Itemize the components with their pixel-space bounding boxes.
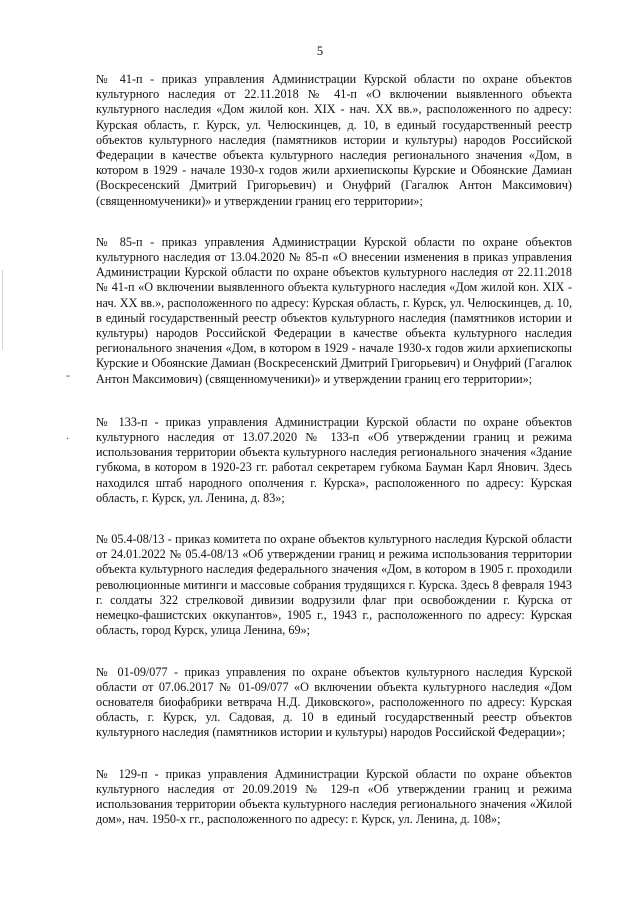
paragraph-order-133: № 133-п - приказ управления Администрации Курской области по охране объектов культурного наследия от 13.07.2020 № 133-п «Об утверждении границ и режима использования территории объекта культурного наследия регионального значения «Здание губкома, в котором в 1920-23 гг. работал секретарем губкома Бауман Карл Янович. Здесь находился штаб народного ополчения г. Курска», расположенного по адресу: Курская область, г. Курск, ул. Ленина, д. 83»; [96, 414, 572, 505]
paragraph-order-01-09-077: № 01-09/077 - приказ управления по охране объектов культурного наследия Курской области от 07.06.2017 № 01-09/077 «О включении объекта культурного наследия «Дом основателя биофабрики ветврача Н.Д. Диковского», расположенного по адресу: Курская область, г. Курск, ул. Садовая, д. 10 в единый государственный реестр объектов культурного наследия (памятников истории и культуры) народов Российской Федерации»; [96, 664, 572, 740]
page-number: 5 [316, 44, 324, 58]
document-body [96, 72, 572, 853]
margin-mark: . [66, 428, 69, 442]
scan-edge-line [2, 270, 3, 350]
paragraph-order-41: № 41-п - приказ управления Администрации Курской области по охране объектов культурного наследия от 22.11.2018 № 41-п «О включении выявленного объекта культурного наследия «Дом жилой кон. XIX - нач. XX вв.», расположенного по адресу: Курская область, г. Курск, ул. Челюскинцев, д. 10, в единый государственный реестр объектов культурного наследия (памятников истории и культуры) народов Российской Федерации в качестве объекта культурного наследия регионального значения «Дом, в котором в 1929 - начале 1930-х годов жили архиепископы Курские и Обоянские Дамиан (Воскресенский Дмитрий Григорьевич) и Онуфрий (Гагалюк Антон Максимович) (священномученики)» и утверждении границ его территории»; [96, 72, 572, 208]
paragraph-order-05-4-08-13: № 05.4-08/13 - приказ комитета по охране объектов культурного наследия Курской области от 24.01.2022 № 05.4-08/13 «Об утверждении границ и режима использования территории объекта культурного наследия федерального значения «Дом, в котором в 1905 г. проходили революционные митинги и массовые собрания трудящихся г. Курска. Здесь 8 февраля 1943 г. солдаты 322 стрелковой дивизии водрузили флаг при освобождении г. Курска от немецко-фашистских оккупантов», 1905 г., 1943 г., расположенного по адресу: Курская область, город Курск, улица Ленина, 69»; [96, 532, 572, 638]
paragraph-order-85: № 85-п - приказ управления Администрации Курской области по охране объектов культурного наследия от 13.04.2020 № 85-п «О внесении изменения в приказ управления Администрации Курской области по охране объектов культурного наследия от 22.11.2018 № 41-п «О включении выявленного объекта культурного наследия «Дом жилой кон. XIX - нач. XX вв.», расположенного по адресу: Курская область, г. Курск, ул. Челюскинцев, д. 10, в единый государственный реестр объектов культурного наследия (памятников истории и культуры) народов Российской Федерации в качестве объекта культурного наследия регионального значения «Дом, в котором в 1929 - начале 1930-х годов жили архиепископы Курские и Обоянские Дамиан (Воскресенский Дмитрий Григорьевич) и Онуфрий (Гагалюк Антон Максимович) (священномученики)» и утверждении границ его территории»; [96, 234, 572, 386]
margin-mark: - [66, 368, 70, 382]
paragraph-order-129: № 129-п - приказ управления Администрации Курской области по охране объектов культурного наследия от 20.09.2019 № 129-п «Об утверждении границ и режима использования территории объекта культурного наследия регионального значения «Жилой дом», нач. 1950-х гг., расположенного по адресу: г. Курск, ул. Ленина, д. 108»; [96, 766, 572, 827]
